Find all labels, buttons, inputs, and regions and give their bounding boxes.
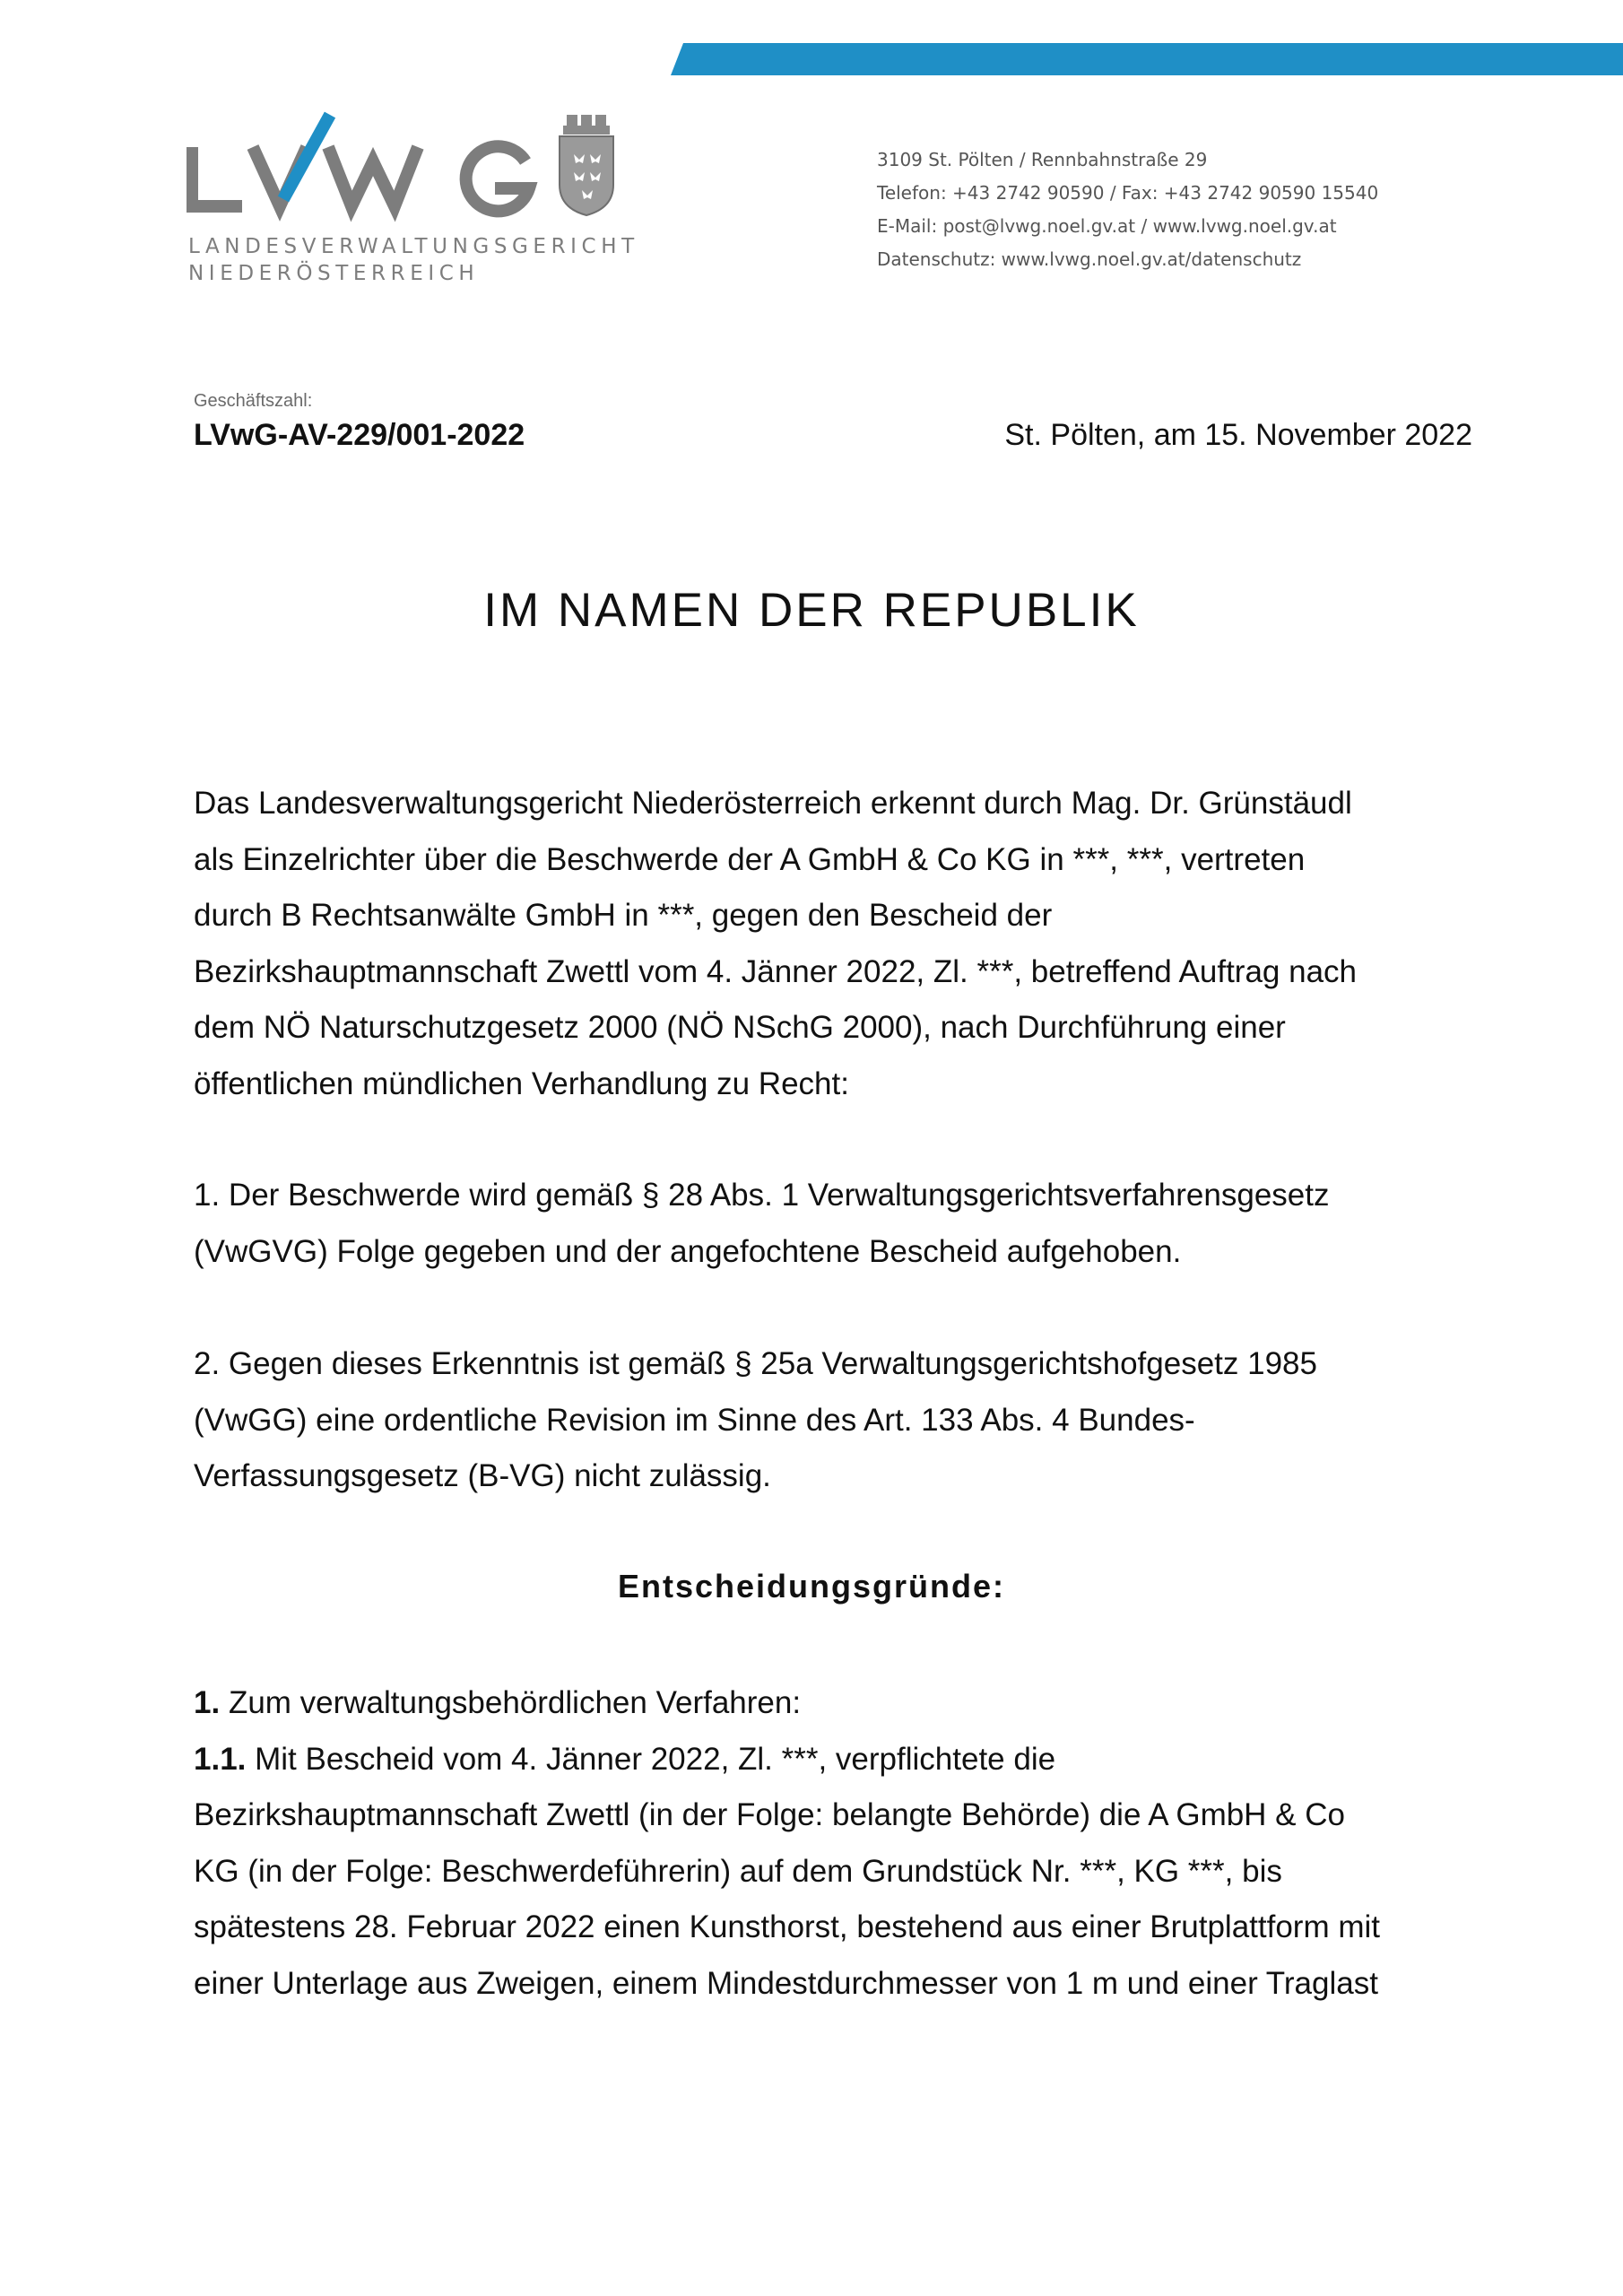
logo-court-name: LANDESVERWALTUNGSGERICHT (188, 235, 639, 258)
contact-address: 3109 St. Pölten / Rennbahnstraße 29 (877, 149, 1208, 170)
text-line: (VwGVG) Folge gegeben und der angefochtene Bescheid aufgehoben. (194, 1233, 1182, 1269)
contact-block (877, 144, 1378, 276)
case-number: LVwG-AV-229/001-2022 (194, 418, 525, 452)
text-line: KG (in der Folge: Beschwerdeführerin) auf dem Grundstück Nr. ***, KG ***, bis (194, 1853, 1282, 1889)
contact-phone: Telefon: +43 2742 90590 / Fax: +43 2742 90590 15540 (877, 182, 1379, 204)
section-1 (194, 1675, 1476, 2012)
intro-paragraph (194, 776, 1476, 1112)
section-title: Zum verwaltungsbehördlichen Verfahren: (228, 1685, 802, 1720)
document-title: IM NAMEN DER REPUBLIK (483, 584, 1140, 637)
contact-privacy: Datenschutz: www.lvwg.noel.gv.at/datenschutz (877, 248, 1302, 270)
text-line: 2. Gegen dieses Erkenntnis ist gemäß § 25a Verwaltungsgerichtshofgesetz 1985 (194, 1346, 1317, 1381)
place-and-date: St. Pölten, am 15. November 2022 (1004, 418, 1472, 452)
ruling-point-2 (194, 1336, 1476, 1505)
section-title-line (194, 1675, 1476, 1732)
text-line: dem NÖ Naturschutzgesetz 2000 (NÖ NSchG 2000), nach Durchführung einer (194, 1010, 1286, 1045)
section-number: 1. (194, 1685, 221, 1720)
text-line: spätestens 28. Februar 2022 einen Kunsthorst, bestehend aus einer Brutplattform mit (194, 1909, 1380, 1944)
text-line: durch B Rechtsanwälte GmbH in ***, gegen den Bescheid der (194, 898, 1053, 933)
text-line: einer Unterlage aus Zweigen, einem Mindestdurchmesser von 1 m und einer Traglast (194, 1965, 1378, 2001)
logo-state-name: NIEDERÖSTERREICH (188, 262, 480, 285)
text-line: Bezirkshauptmannschaft Zwettl vom 4. Jänner 2022, Zl. ***, betreffend Auftrag nach (194, 953, 1358, 989)
lvwg-logo-icon (187, 109, 617, 230)
text-line (194, 1732, 1476, 1788)
text-line: Verfassungsgesetz (B-VG) nicht zulässig. (194, 1458, 771, 1493)
header-accent-bar (671, 43, 1623, 75)
contact-email: E-Mail: post@lvwg.noel.gv.at / www.lvwg.noel.gv.at (877, 215, 1337, 237)
text-line: Bezirkshauptmannschaft Zwettl (in der Folge: belangte Behörde) die A GmbH & Co (194, 1797, 1345, 1832)
text-line: 1. Der Beschwerde wird gemäß § 28 Abs. 1 Verwaltungsgerichtsverfahrensgesetz (194, 1178, 1330, 1213)
text-line: öffentlichen mündlichen Verhandlung zu Recht: (194, 1065, 849, 1101)
text-line: als Einzelrichter über die Beschwerde der A GmbH & Co KG in ***, ***, vertreten (194, 841, 1306, 877)
reasons-heading: Entscheidungsgründe: (617, 1568, 1005, 1605)
subsection-number: 1.1. (194, 1741, 247, 1777)
text-line: Das Landesverwaltungsgericht Niederösterreich erkennt durch Mag. Dr. Grünstäudl (194, 786, 1352, 821)
text-line: (VwGG) eine ordentliche Revision im Sinne des Art. 133 Abs. 4 Bundes- (194, 1402, 1195, 1438)
text-fragment: Mit Bescheid vom 4. Jänner 2022, Zl. ***, verpflichtete die (255, 1741, 1056, 1777)
ruling-point-1 (194, 1168, 1476, 1280)
case-number-label: Geschäftszahl: (194, 391, 313, 411)
